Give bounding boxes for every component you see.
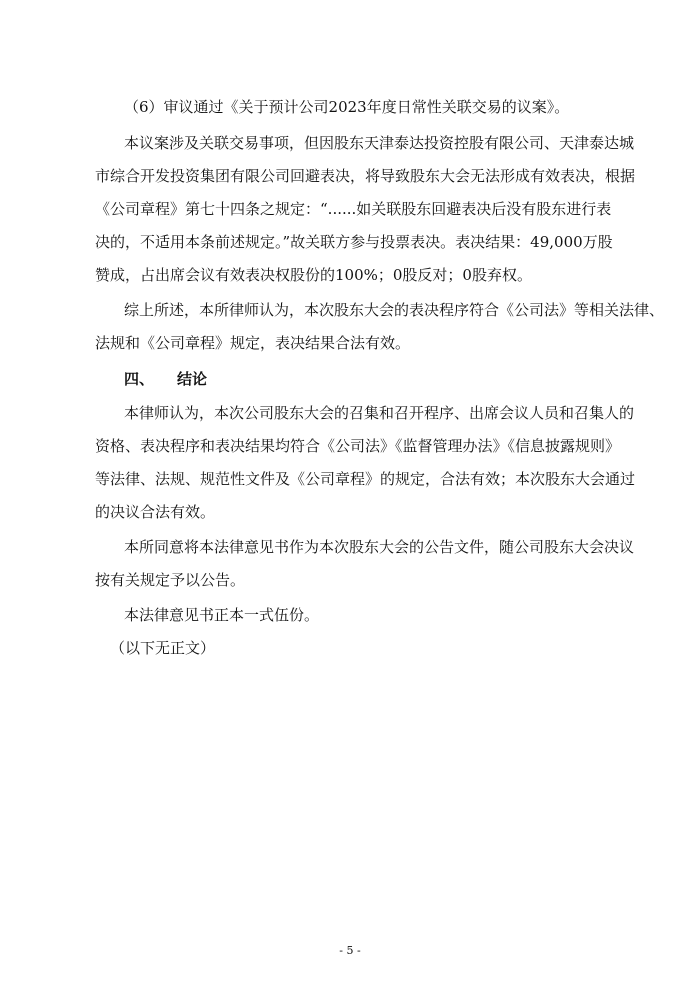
page-number: - 5 - (339, 944, 361, 957)
resolution-6-body-line-2: 市综合开发投资集团有限公司回避表决，将导致股东大会无法形成有效表决，根据 (95, 167, 636, 185)
conclusion-paragraph-line-1: 本律师认为，本次公司股东大会的召集和召开程序、出席会议人员和召集人的 (124, 404, 635, 422)
conclusion-paragraph-line-3: 等法律、法规、规范性文件及《公司章程》的规定，合法有效；本次股东大会通过 (95, 470, 636, 488)
no-text-below-note: （以下无正文） (110, 639, 216, 657)
copies-statement: 本法律意见书正本一式伍份。 (124, 606, 320, 624)
resolution-6-body-line-4: 决的，不适用本条前述规定。”故关联方参与投票表决。表决结果：49,000万股 (95, 233, 613, 251)
section-4-title: 结论 (177, 370, 208, 388)
announcement-paragraph-line-1: 本所同意将本法律意见书作为本次股东大会的公告文件，随公司股东大会决议 (124, 538, 635, 556)
summary-paragraph-line-2: 法规和《公司章程》规定，表决结果合法有效。 (95, 334, 411, 352)
resolution-6-title: （6）审议通过《关于预计公司2023年度日常性关联交易的议案》。 (124, 98, 570, 116)
resolution-6-body-line-5: 赞成，占出席会议有效表决权股份的100%；0股反对；0股弃权。 (95, 266, 532, 284)
resolution-6-body-line-1: 本议案涉及关联交易事项，但因股东天津泰达投资控股有限公司、天津泰达城 (124, 134, 635, 152)
announcement-paragraph-line-2: 按有关规定予以公告。 (95, 571, 246, 589)
resolution-6-body-line-3: 《公司章程》第七十四条之规定：“......如关联股东回避表决后没有股东进行表 (95, 200, 612, 218)
summary-paragraph-line-1: 综上所述，本所律师认为，本次股东大会的表决程序符合《公司法》等相关法律、 (124, 301, 665, 319)
conclusion-paragraph-line-2: 资格、表决程序和表决结果均符合《公司法》《监督管理办法》《信息披露规则》 (95, 437, 621, 455)
conclusion-paragraph-line-4: 的决议合法有效。 (95, 503, 216, 521)
section-4-number: 四、 (124, 370, 155, 388)
